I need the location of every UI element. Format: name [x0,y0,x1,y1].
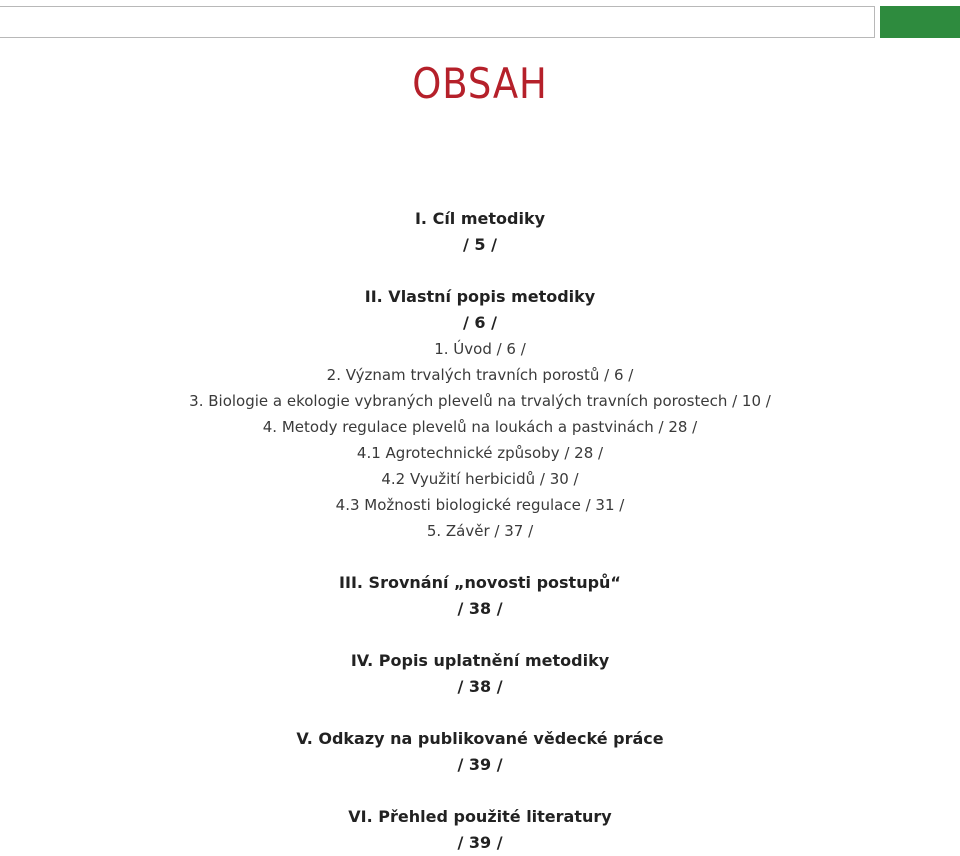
toc-item-vyznam[interactable]: 2. Význam trvalých travních porostů / 6 / [326,366,634,384]
toc-heading-2[interactable]: II. Vlastní popis metodiky [364,287,596,306]
toc-page-6: / 39 / [457,833,503,852]
toc-item-herbicidy[interactable]: 4.2 Využití herbicidů / 30 / [381,470,579,488]
toc-page-2: / 6 / [463,313,497,332]
toc-item-agrotechnicke[interactable]: 4.1 Agrotechnické způsoby / 28 / [356,444,604,462]
spacer [0,700,960,726]
toc-heading-1[interactable]: I. Cíl metodiky [414,209,546,228]
spacer [0,778,960,804]
toc-heading-3[interactable]: III. Srovnání „novosti postupů“ [339,573,621,592]
toc-page-4: / 38 / [457,677,503,696]
toc-item-biologie[interactable]: 3. Biologie a ekologie vybraných plevelů na trvalých travních porostech / 10 / [189,392,771,410]
green-accent-block [880,6,960,38]
header-frame [0,6,875,38]
toc-page-5: / 39 / [457,755,503,774]
toc-item-zaver[interactable]: 5. Závěr / 37 / [426,522,534,540]
toc-heading-6[interactable]: VI. Přehled použité literatury [348,807,612,826]
toc-item-biologicka-regulace[interactable]: 4.3 Možnosti biologické regulace / 31 / [335,496,625,514]
toc-item-uvod[interactable]: 1. Úvod / 6 / [434,340,526,358]
spacer [0,258,960,284]
toc-page-1: / 5 / [463,235,497,254]
toc-item-metody[interactable]: 4. Metody regulace plevelů na loukách a pastvinách / 28 / [262,418,698,436]
toc-page-3: / 38 / [457,599,503,618]
spacer [0,544,960,570]
spacer [0,622,960,648]
page-title: OBSAH [412,59,548,108]
table-of-contents [0,206,960,856]
toc-heading-5[interactable]: V. Odkazy na publikované vědecké práce [296,729,664,748]
toc-heading-4[interactable]: IV. Popis uplatnění metodiky [350,651,610,670]
